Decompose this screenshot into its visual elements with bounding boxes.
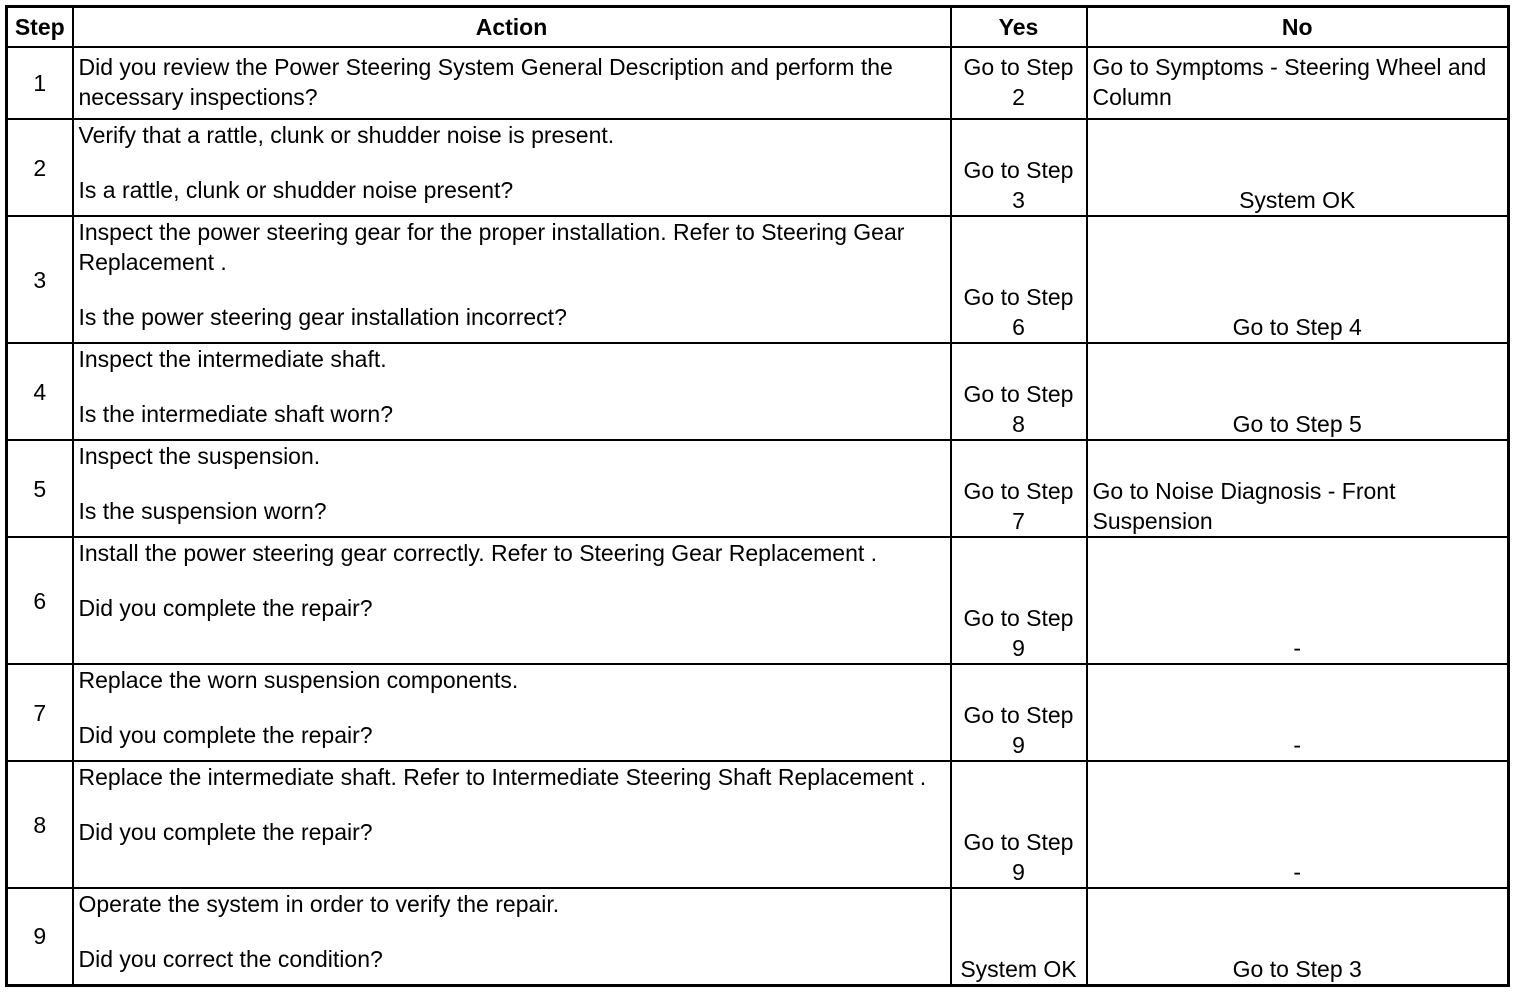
- action-question: Did you correct the condition?: [78, 946, 383, 972]
- no-cell: Go to Step 5: [1087, 343, 1509, 440]
- action-question: Is the intermediate shaft worn?: [78, 401, 393, 427]
- action-cell: [73, 888, 951, 985]
- action-cell: [73, 440, 951, 537]
- header-row: [7, 7, 1509, 48]
- yes-cell: Go to Step 2: [951, 47, 1087, 119]
- action-cell: [73, 216, 951, 343]
- step-number: 7: [7, 664, 73, 761]
- action-instruction: Operate the system in order to verify the repair.: [78, 891, 560, 917]
- step-number: 1: [7, 47, 73, 119]
- step-number: 5: [7, 440, 73, 537]
- header-step: Step: [7, 7, 73, 48]
- yes-cell: Go to Step 8: [951, 343, 1087, 440]
- table-row: [7, 537, 1509, 664]
- action-question: Did you complete the repair?: [78, 722, 373, 748]
- no-cell: Go to Step 4: [1087, 216, 1509, 343]
- header-action: Action: [73, 7, 951, 48]
- step-number: 6: [7, 537, 73, 664]
- no-cell: -: [1087, 664, 1509, 761]
- action-instruction: Inspect the suspension.: [78, 443, 321, 469]
- table-row: [7, 343, 1509, 440]
- action-cell: [73, 761, 951, 888]
- action-instruction: Verify that a rattle, clunk or shudder noise is present.: [78, 122, 615, 148]
- action-question: Is the power steering gear installation incorrect?: [78, 304, 567, 330]
- action-question: Did you complete the repair?: [78, 819, 373, 845]
- yes-cell: Go to Step 9: [951, 537, 1087, 664]
- table-row: [7, 216, 1509, 343]
- action-cell: [73, 343, 951, 440]
- step-number: 9: [7, 888, 73, 985]
- yes-cell: Go to Step 9: [951, 664, 1087, 761]
- no-cell: Go to Noise Diagnosis - Front Suspension: [1087, 440, 1509, 537]
- no-cell: Go to Symptoms - Steering Wheel and Column: [1087, 47, 1509, 119]
- header-no: No: [1087, 7, 1509, 48]
- action-instruction: Inspect the power steering gear for the proper installation. Refer to Steering Gear Replacement .: [78, 219, 905, 275]
- action-instruction: Inspect the intermediate shaft.: [78, 346, 387, 372]
- table-row: [7, 761, 1509, 888]
- table-row: [7, 119, 1509, 216]
- step-number: 8: [7, 761, 73, 888]
- table-row: [7, 440, 1509, 537]
- action-cell: [73, 47, 951, 119]
- table-row: [7, 664, 1509, 761]
- action-question: Is the suspension worn?: [78, 498, 327, 524]
- step-number: 2: [7, 119, 73, 216]
- step-number: 4: [7, 343, 73, 440]
- action-instruction: Replace the intermediate shaft. Refer to Intermediate Steering Shaft Replacement .: [78, 764, 927, 790]
- yes-cell: Go to Step 9: [951, 761, 1087, 888]
- yes-cell: Go to Step 6: [951, 216, 1087, 343]
- no-cell: Go to Step 3: [1087, 888, 1509, 985]
- no-cell: -: [1087, 761, 1509, 888]
- action-cell: [73, 537, 951, 664]
- yes-cell: Go to Step 7: [951, 440, 1087, 537]
- action-question: Did you review the Power Steering System General Description and perform the necessary inspections?: [78, 54, 893, 110]
- action-instruction: Install the power steering gear correctly. Refer to Steering Gear Replacement .: [78, 540, 878, 566]
- no-cell: -: [1087, 537, 1509, 664]
- action-question: Is a rattle, clunk or shudder noise present?: [78, 177, 514, 203]
- yes-cell: Go to Step 3: [951, 119, 1087, 216]
- no-cell: System OK: [1087, 119, 1509, 216]
- yes-cell: System OK: [951, 888, 1087, 985]
- header-yes: Yes: [951, 7, 1087, 48]
- step-number: 3: [7, 216, 73, 343]
- diagnostic-table: [5, 5, 1510, 987]
- table-row: [7, 888, 1509, 985]
- action-cell: [73, 119, 951, 216]
- action-instruction: Replace the worn suspension components.: [78, 667, 519, 693]
- action-question: Did you complete the repair?: [78, 595, 373, 621]
- action-cell: [73, 664, 951, 761]
- table-row: [7, 47, 1509, 119]
